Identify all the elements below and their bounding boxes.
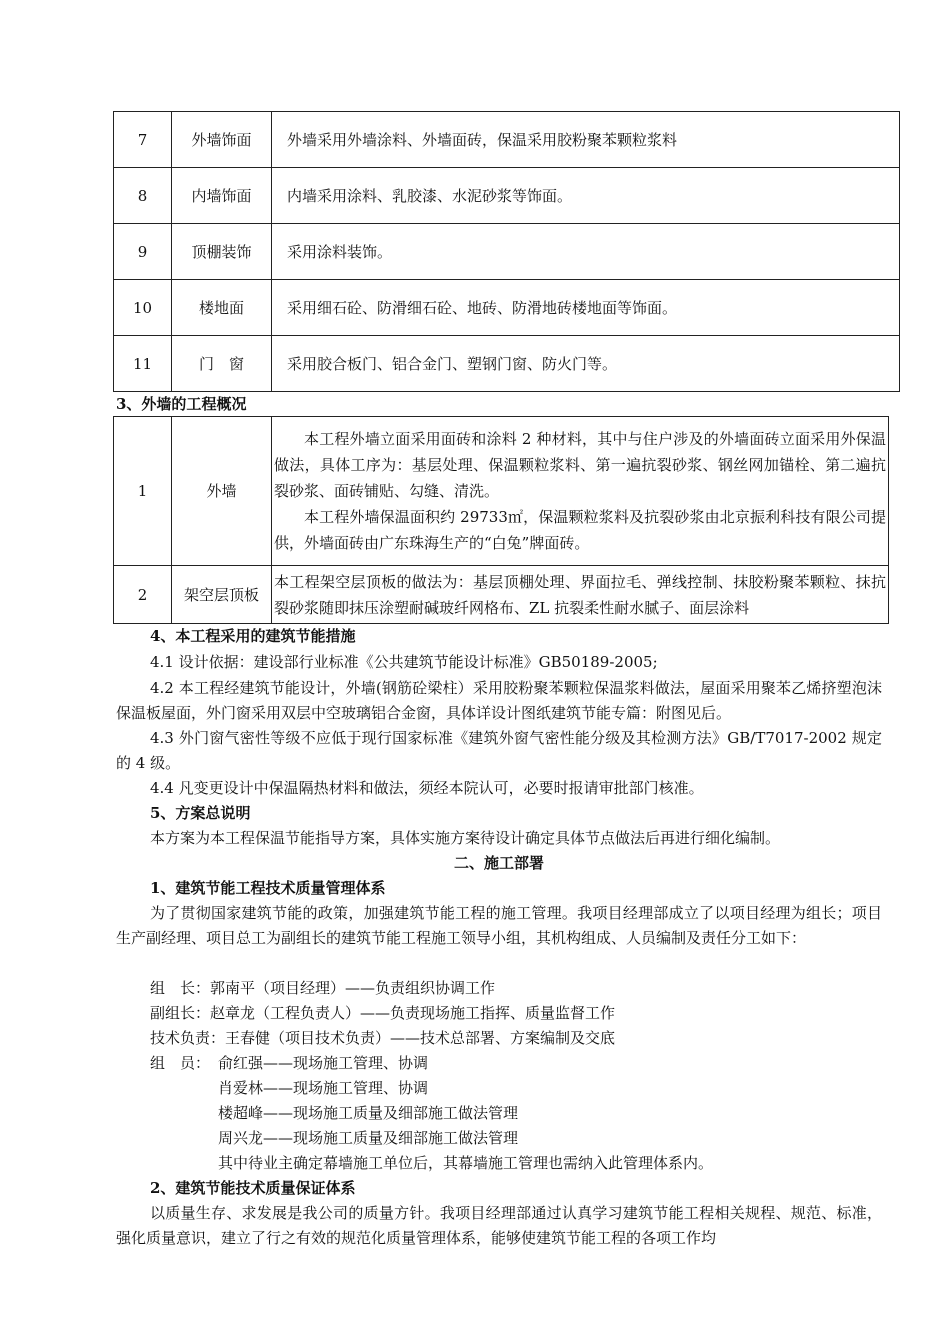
table-row [114,168,900,224]
row-number: 2 [114,566,172,624]
row-number: 7 [114,112,172,168]
description-paragraph: 本工程外墙立面采用面砖和涂料 2 种材料，其中与住户涉及的外墙面砖立面采用外保温做法，具体工序为：基层处理、保温颗粒浆料、第一遍抗裂砂浆、钢丝网加锚栓、第二遍抗裂砂浆、面砖铺贴、勾缝、清洗。 [274,430,886,500]
paragraph: 4.4 凡变更设计中保温隔热材料和做法，须经本院认可，必要时报请审批部门核准。 [150,779,704,797]
team-tech-lead: 技术负责：王春健（项目技术负责）——技术总部署、方案编制及交底 [150,1029,616,1047]
row-item: 架空层顶板 [172,566,272,624]
row-item: 顶棚装饰 [172,224,272,280]
table-row [114,112,900,168]
row-number: 11 [114,336,172,392]
section-heading: 1、建筑节能工程技术质量管理体系 [150,879,386,897]
paragraph: 4.2 本工程经建筑节能设计，外墙(钢筋砼梁柱）采用胶粉聚苯颗粒保温浆料做法，屋面采用聚苯乙烯挤塑泡沫保温板屋面，外门窗采用双层中空玻璃铝合金窗，具体详设计图纸建筑节能专篇：附图见后。 [116,679,882,722]
section-heading: 5、方案总说明 [150,804,251,822]
row-number: 8 [114,168,172,224]
paragraph: 4.3 外门窗气密性等级不应低于现行国家标准《建筑外窗气密性能分级及其检测方法》GB/T7017-2002 规定的 4 级。 [116,729,882,772]
row-number: 10 [114,280,172,336]
part-title: 二、施工部署 [453,854,544,872]
table-row [114,336,900,392]
row-description: 本工程架空层顶板的做法为：基层顶棚处理、界面拉毛、弹线控制、抹胶粉聚苯颗粒、抹抗裂砂浆随即抹压涂塑耐碱玻纤网格布、ZL 抗裂柔性耐水腻子、面层涂料 [272,566,889,624]
team-leader: 组 长：郭南平（项目经理）——负责组织协调工作 [150,979,496,997]
row-description: 外墙采用外墙涂料、外墙面砖，保温采用胶粉聚苯颗粒浆料 [272,112,900,168]
team-member: 楼超峰——现场施工质量及细部施工做法管理 [218,1104,519,1122]
team-member: 俞红强——现场施工管理、协调 [218,1054,429,1072]
row-item: 外墙饰面 [172,112,272,168]
section-heading: 2、建筑节能技术质量保证体系 [150,1179,356,1197]
row-item: 外墙 [172,417,272,566]
description-paragraph: 本工程外墙保温面积约 29733㎡，保温颗粒浆料及抗裂砂浆由北京振利科技有限公司提供，外墙面砖由广东珠海生产的“白兔”牌面砖。 [274,508,886,552]
table-row [114,224,900,280]
note: 其中待业主确定幕墙施工单位后，其幕墙施工管理也需纳入此管理体系内。 [218,1154,714,1172]
row-number: 9 [114,224,172,280]
section-heading: 4、本工程采用的建筑节能措施 [150,627,356,645]
team-member-label: 组 员： [150,1054,211,1072]
team-deputy: 副组长：赵章龙（工程负责人）——负责现场施工指挥、质量监督工作 [150,1004,616,1022]
row-item: 楼地面 [172,280,272,336]
section-heading: 3、外墙的工程概况 [116,395,247,413]
finish-table [113,111,900,392]
row-item: 门 窗 [172,336,272,392]
paragraph: 为了贯彻国家建筑节能的政策，加强建筑节能工程的施工管理。我项目经理部成立了以项目经理为组长；项目生产副经理、项目总工为副组长的建筑节能工程施工领导小组，其机构组成、人员编制及责任分工如下： [116,904,882,947]
table-row [114,417,889,566]
paragraph: 本方案为本工程保温节能指导方案，具体实施方案待设计确定具体节点做法后再进行细化编制。 [150,829,781,847]
row-description: 内墙采用涂料、乳胶漆、水泥砂浆等饰面。 [272,168,900,224]
row-description: 采用涂料装饰。 [272,224,900,280]
team-member: 肖爱林——现场施工管理、协调 [218,1079,429,1097]
row-item: 内墙饰面 [172,168,272,224]
row-description [272,417,889,566]
paragraph: 4.1 设计依据：建设部行业标准《公共建筑节能设计标准》GB50189-2005; [150,653,658,671]
row-description: 采用胶合板门、铝合金门、塑钢门窗、防火门等。 [272,336,900,392]
row-description: 采用细石砼、防滑细石砼、地砖、防滑地砖楼地面等饰面。 [272,280,900,336]
paragraph: 以质量生存、求发展是我公司的质量方针。我项目经理部通过认真学习建筑节能工程相关规程、规范、标准，强化质量意识，建立了行之有效的规范化质量管理体系，能够使建筑节能工程的各项工作均 [116,1204,882,1247]
exterior-wall-table [113,416,889,624]
row-number: 1 [114,417,172,566]
team-member: 周兴龙——现场施工质量及细部施工做法管理 [218,1129,519,1147]
table-row [114,280,900,336]
table-row [114,566,889,624]
